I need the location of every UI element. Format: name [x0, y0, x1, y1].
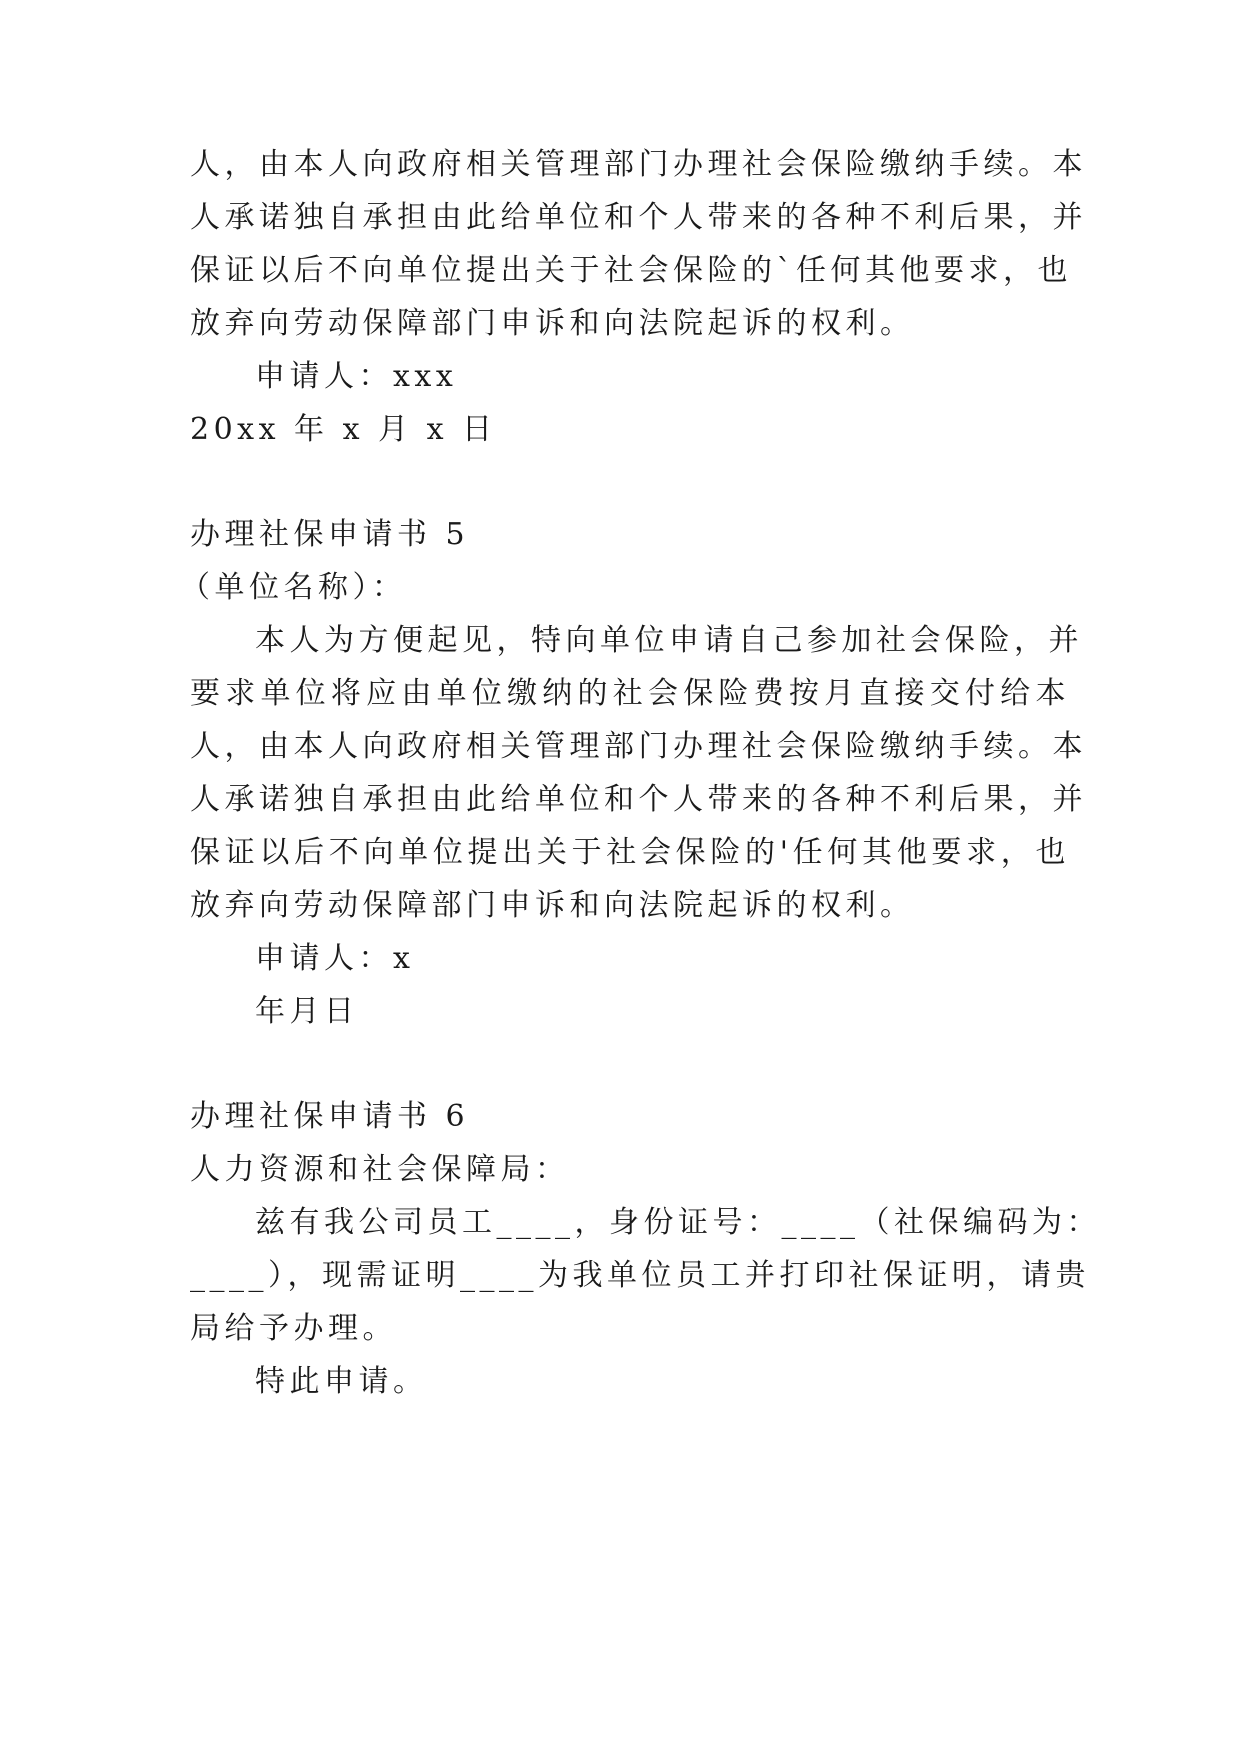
closing-line: 特此申请。: [255, 1364, 428, 1399]
body-line: 局给予办理。: [190, 1311, 397, 1346]
body-line: ____），现需证明____为我单位员工并打印社保证明，请贵: [190, 1258, 1090, 1293]
section-title: 办理社保申请书 6: [190, 1099, 470, 1134]
body-line: 人承诺独自承担由此给单位和个人带来的各种不利后果，并: [190, 200, 1087, 235]
applicant-line: 申请人：xxx: [255, 359, 458, 394]
body-line: 放弃向劳动保障部门申诉和向法院起诉的权利。: [190, 306, 915, 341]
body-line: 人承诺独自承担由此给单位和个人带来的各种不利后果，并: [190, 782, 1087, 817]
date-line: 年月日: [255, 994, 359, 1029]
body-line: 本人为方便起见，特向单位申请自己参加社会保险，并: [255, 623, 1083, 658]
body-line: 保证以后不向单位提出关于社会保险的'任何其他要求，也: [190, 835, 1070, 870]
body-line: 保证以后不向单位提出关于社会保险的`任何其他要求，也: [190, 253, 1072, 288]
section-title: 办理社保申请书 5: [190, 517, 470, 552]
body-line: 人，由本人向政府相关管理部门办理社会保险缴纳手续。本: [190, 147, 1087, 182]
addressee-line: 人力资源和社会保障局：: [190, 1152, 570, 1187]
body-line: 人，由本人向政府相关管理部门办理社会保险缴纳手续。本: [190, 729, 1087, 764]
applicant-line: 申请人：x: [255, 941, 415, 976]
body-line: 要求单位将应由单位缴纳的社会保险费按月直接交付给本: [190, 676, 1070, 711]
date-line: 20xx 年 x 月 x 日: [190, 412, 497, 447]
body-line: 放弃向劳动保障部门申诉和向法院起诉的权利。: [190, 888, 915, 923]
addressee-line: （单位名称）：: [180, 570, 407, 605]
body-line: 兹有我公司员工____，身份证号：____（社保编码为：: [255, 1205, 1101, 1240]
